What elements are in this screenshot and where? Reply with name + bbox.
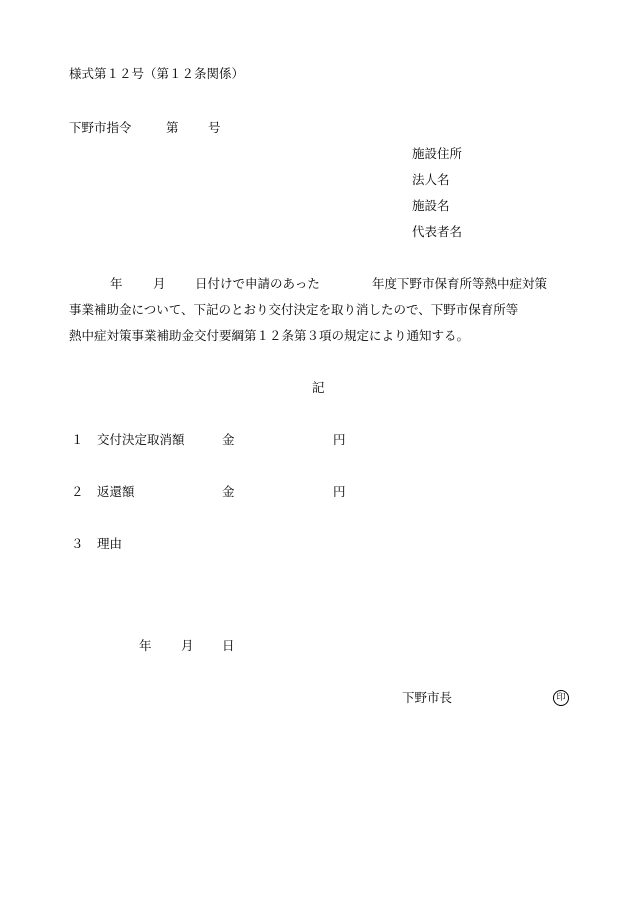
item-3-number: ３ — [71, 536, 84, 551]
date-day: 日 — [222, 638, 235, 653]
seal-mark: 印 — [553, 690, 569, 706]
intro-line3: 熱中症対策事業補助金交付要綱第１２条第３項の規定により通知する。 — [69, 328, 470, 343]
intro-year: 年 — [110, 276, 123, 291]
date-year: 年 — [139, 638, 152, 653]
item-2-number: ２ — [71, 484, 84, 499]
item-3-label: 理由 — [97, 536, 123, 551]
date-month: 月 — [181, 638, 194, 653]
recipient-facility-name-label: 施設名 — [412, 198, 450, 213]
intro-line2: 事業補助金について、下記のとおり交付決定を取り消したので、下野市保育所等 — [69, 302, 519, 317]
item-1-label: 交付決定取消額 — [97, 432, 185, 447]
ref-dai: 第 — [166, 120, 179, 135]
item-1-yen: 円 — [333, 432, 346, 447]
item-2-yen: 円 — [333, 484, 346, 499]
signer-title: 下野市長 — [402, 690, 453, 705]
recipient-corp-name-label: 法人名 — [412, 172, 450, 187]
ref-go: 号 — [208, 120, 221, 135]
item-2-label: 返還額 — [97, 484, 135, 499]
item-1-kin: 金 — [222, 432, 235, 447]
item-2-kin: 金 — [222, 484, 235, 499]
intro-line1-rest: 日付けで申請のあった — [195, 276, 320, 291]
ki-heading: 記 — [312, 380, 325, 395]
intro-line1-tail: 年度下野市保育所等熱中症対策 — [372, 276, 548, 291]
recipient-representative-label: 代表者名 — [412, 224, 463, 239]
ref-prefix: 下野市指令 — [69, 120, 132, 135]
form-number: 様式第１２号（第１２条関係） — [69, 66, 245, 81]
intro-month: 月 — [153, 276, 166, 291]
item-1-number: １ — [71, 432, 84, 447]
recipient-address-label: 施設住所 — [412, 146, 463, 161]
